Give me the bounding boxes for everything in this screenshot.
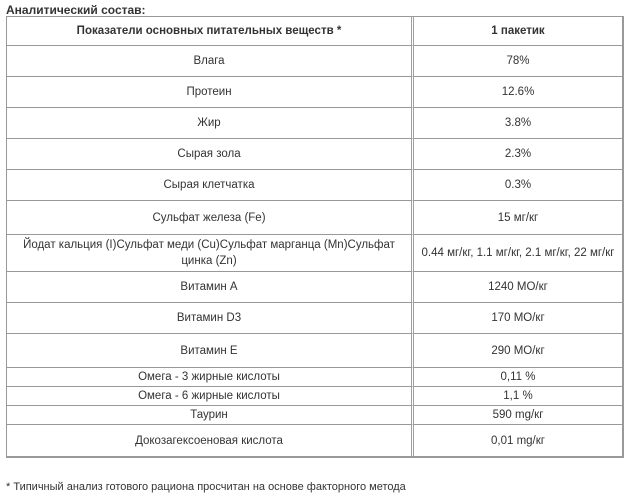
nutrient-value: 170 МО/кг (414, 303, 622, 334)
nutrient-name: Таурин (7, 406, 414, 425)
table-row (7, 334, 622, 368)
nutrient-name: Омега - 3 жирные кислоты (7, 368, 414, 387)
table-row (7, 368, 622, 387)
nutrient-name: Сырая зола (7, 139, 414, 170)
nutrient-value: 1,1 % (414, 387, 622, 406)
table-row (7, 139, 622, 170)
column-header-amount: 1 пакетик (414, 17, 622, 46)
table-row (7, 235, 622, 272)
section-title: Аналитический состав: (6, 3, 146, 17)
nutrient-value: 2.3% (414, 139, 622, 170)
table-row (7, 170, 622, 201)
nutrient-value: 0,11 % (414, 368, 622, 387)
nutrient-name: Жир (7, 108, 414, 139)
table-row (7, 46, 622, 77)
nutrient-name: Сульфат железа (Fe) (7, 201, 414, 235)
nutrient-value: 0.44 мг/кг, 1.1 мг/кг, 2.1 мг/кг, 22 мг/кг (414, 235, 622, 272)
nutrient-value: 12.6% (414, 77, 622, 108)
nutrient-name: Сырая клетчатка (7, 170, 414, 201)
nutrient-value: 78% (414, 46, 622, 77)
nutrient-name: Докозагексоеновая кислота (7, 425, 414, 456)
analytical-composition-table (6, 16, 624, 458)
nutrient-name: Витамин D3 (7, 303, 414, 334)
table-row (7, 77, 622, 108)
footnote: * Типичный анализ готового рациона просчитан на основе факторного метода (6, 481, 406, 493)
nutrient-value: 0,01 mg/кг (491, 434, 545, 447)
nutrient-value: 0.3% (414, 170, 622, 201)
nutrient-name: Омега - 6 жирные кислоты (7, 387, 414, 406)
nutrient-value: 290 МО/кг (414, 334, 622, 368)
table-row (7, 387, 622, 406)
nutrient-name: Витамин Е (7, 334, 414, 368)
column-header-nutrient: Показатели основных питательных веществ * (7, 17, 414, 46)
nutrient-value: 1240 МО/кг (414, 272, 622, 303)
nutrient-value: 3.8% (414, 108, 622, 139)
table-row (7, 272, 622, 303)
nutrient-name: Протеин (7, 77, 414, 108)
table-row (7, 406, 622, 425)
nutrient-name: Йодат кальция (I)Сульфат меди (Cu)Сульфат марганца (Mn)Сульфат цинка (Zn) (7, 235, 414, 272)
nutrient-value: 590 mg/кг (414, 406, 622, 425)
nutrient-name: Витамин А (7, 272, 414, 303)
table-row (7, 201, 622, 235)
table-row (7, 303, 622, 334)
table-row (7, 425, 622, 456)
nutrient-name: Влага (7, 46, 414, 77)
nutrient-value: 15 мг/кг (414, 201, 622, 235)
table-header-row (7, 17, 622, 46)
table-row (7, 108, 622, 139)
